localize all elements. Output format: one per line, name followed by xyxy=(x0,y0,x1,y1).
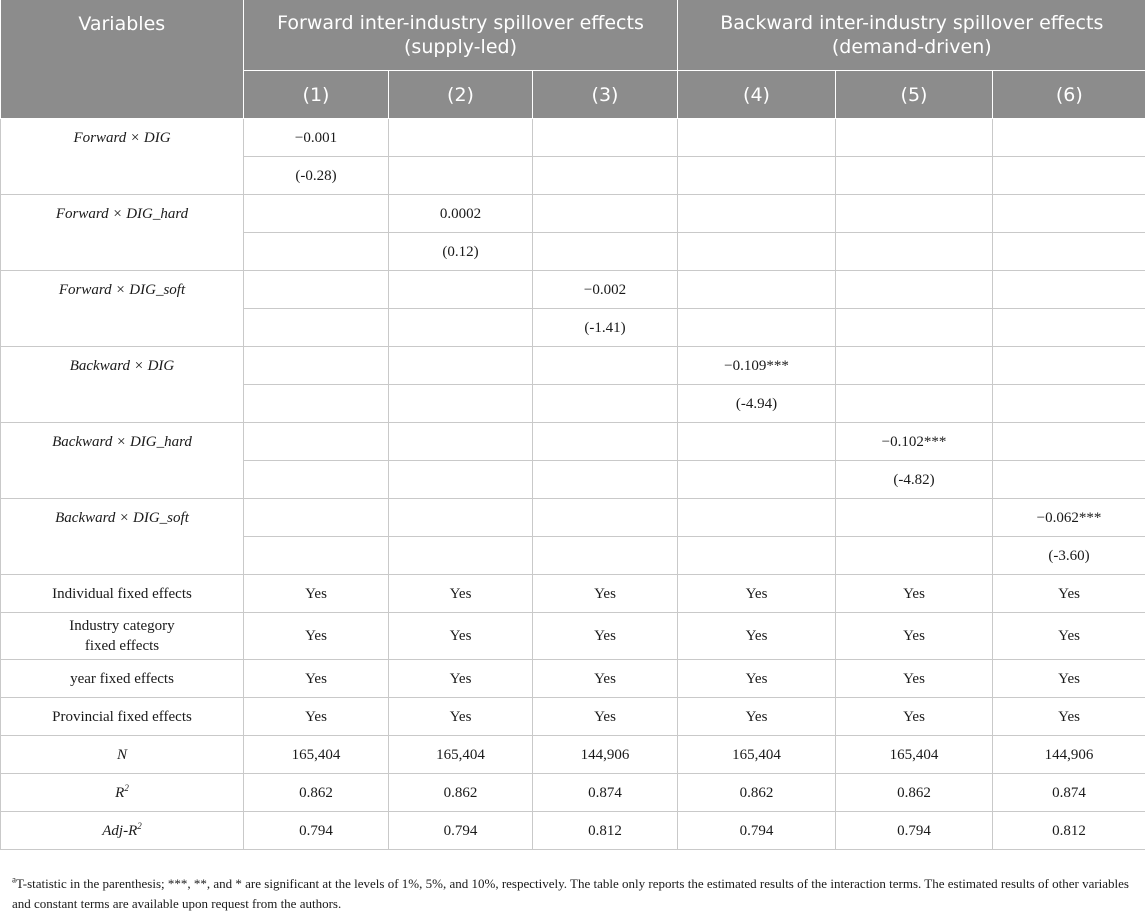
forward-group-title: Forward inter-industry spillover effects xyxy=(277,12,644,34)
fixed-effects-cell: Yes xyxy=(244,613,389,660)
statistic-cell: 0.874 xyxy=(993,774,1145,812)
tstat-cell xyxy=(836,309,993,347)
variable-label: Forward × DIG_hard xyxy=(1,195,244,271)
variable-label: Backward × DIG_hard xyxy=(1,423,244,499)
coefficient-cell xyxy=(389,499,533,537)
coefficient-cell xyxy=(678,499,836,537)
coefficient-cell xyxy=(533,499,678,537)
fixed-effects-cell: Yes xyxy=(389,613,533,660)
statistic-cell: 0.794 xyxy=(244,812,389,850)
coefficient-row xyxy=(1,499,1145,537)
statistic-label-text: N xyxy=(116,746,127,763)
statistic-cell: 144,906 xyxy=(993,736,1145,774)
fixed-effects-cell: Yes xyxy=(244,698,389,736)
tstat-cell xyxy=(993,233,1145,271)
tstat-cell xyxy=(244,537,389,575)
coefficient-cell xyxy=(533,195,678,233)
statistic-label-text: R xyxy=(115,784,125,801)
backward-group-subtitle: (demand-driven) xyxy=(831,36,992,58)
coefficient-cell xyxy=(244,423,389,461)
tstat-cell xyxy=(993,385,1145,423)
tstat-cell xyxy=(836,537,993,575)
fixed-effects-cell: Yes xyxy=(389,660,533,698)
tstat-cell xyxy=(836,385,993,423)
coefficient-cell xyxy=(533,423,678,461)
column-header: (2) xyxy=(389,71,533,119)
coefficient-cell: −0.002 xyxy=(533,271,678,309)
fixed-effects-cell: Yes xyxy=(244,575,389,613)
fixed-effects-row xyxy=(1,698,1145,736)
statistic-cell: 0.862 xyxy=(389,774,533,812)
fixed-effects-cell: Yes xyxy=(993,660,1145,698)
footnote-text: T-statistic in the parenthesis; ***, **, and * are significant at the levels of 1%, 5%, and 10%, respectively. The table only reports the estimated results of the interaction terms. The estimated results of other variables and constant terms are available upon request from the authors. xyxy=(12,876,1129,911)
statistic-cell: 0.862 xyxy=(244,774,389,812)
coefficient-cell: −0.102*** xyxy=(836,423,993,461)
tstat-cell xyxy=(993,309,1145,347)
statistic-row xyxy=(1,736,1145,774)
statistic-cell: 0.874 xyxy=(533,774,678,812)
backward-group-title: Backward inter-industry spillover effects xyxy=(720,12,1104,34)
coefficient-cell xyxy=(836,271,993,309)
fixed-effects-cell: Yes xyxy=(533,575,678,613)
coefficient-cell xyxy=(678,271,836,309)
fixed-effects-cell: Yes xyxy=(993,575,1145,613)
fixed-effects-cell: Yes xyxy=(678,660,836,698)
statistic-label-superscript: 2 xyxy=(124,782,129,793)
coefficient-cell xyxy=(993,119,1145,157)
backward-group-header xyxy=(678,0,1145,71)
fixed-effects-cell: Yes xyxy=(993,613,1145,660)
column-header: (6) xyxy=(993,71,1145,119)
tstat-cell: (-4.94) xyxy=(678,385,836,423)
coefficient-row xyxy=(1,119,1145,157)
coefficient-row xyxy=(1,271,1145,309)
fixed-effects-cell: Yes xyxy=(533,698,678,736)
variables-header: Variables xyxy=(1,0,244,119)
fixed-effects-cell: Yes xyxy=(244,660,389,698)
coefficient-cell xyxy=(993,271,1145,309)
statistic-cell: 0.794 xyxy=(678,812,836,850)
statistic-cell: 0.862 xyxy=(836,774,993,812)
tstat-cell xyxy=(389,385,533,423)
fixed-effects-cell: Yes xyxy=(678,575,836,613)
statistic-label-text: Adj-R xyxy=(102,822,138,839)
tstat-cell: (-4.82) xyxy=(836,461,993,499)
statistic-row xyxy=(1,774,1145,812)
coefficient-cell xyxy=(993,423,1145,461)
fixed-effects-row xyxy=(1,660,1145,698)
tstat-cell xyxy=(678,537,836,575)
fixed-effects-cell: Yes xyxy=(993,698,1145,736)
fixed-effects-label-line: Industry category xyxy=(69,618,175,634)
statistic-cell: 165,404 xyxy=(389,736,533,774)
footnote-marker: a xyxy=(12,874,16,885)
tstat-cell xyxy=(836,157,993,195)
tstat-cell xyxy=(389,537,533,575)
fixed-effects-cell: Yes xyxy=(836,698,993,736)
statistic-cell: 0.812 xyxy=(533,812,678,850)
tstat-cell xyxy=(678,157,836,195)
coefficient-cell xyxy=(389,271,533,309)
coefficient-cell xyxy=(244,499,389,537)
tstat-cell xyxy=(389,461,533,499)
coefficient-cell xyxy=(836,347,993,385)
column-header: (4) xyxy=(678,71,836,119)
coefficient-cell: −0.062*** xyxy=(993,499,1145,537)
coefficient-cell xyxy=(389,119,533,157)
fixed-effects-cell: Yes xyxy=(836,575,993,613)
fixed-effects-label: Individual fixed effects xyxy=(1,575,244,613)
fixed-effects-label: Provincial fixed effects xyxy=(1,698,244,736)
tstat-cell xyxy=(533,461,678,499)
fixed-effects-row xyxy=(1,575,1145,613)
tstat-cell xyxy=(678,461,836,499)
statistic-cell: 0.794 xyxy=(836,812,993,850)
tstat-cell: (0.12) xyxy=(389,233,533,271)
tstat-cell xyxy=(678,233,836,271)
coefficient-cell xyxy=(533,119,678,157)
fixed-effects-cell: Yes xyxy=(836,660,993,698)
coefficient-cell xyxy=(533,347,678,385)
tstat-cell xyxy=(244,385,389,423)
coefficient-cell xyxy=(678,195,836,233)
tstat-cell xyxy=(244,233,389,271)
fixed-effects-label xyxy=(1,613,244,660)
variable-label: Forward × DIG_soft xyxy=(1,271,244,347)
coefficient-row xyxy=(1,423,1145,461)
statistic-cell: 0.794 xyxy=(389,812,533,850)
coefficient-cell xyxy=(993,195,1145,233)
coefficient-cell: −0.001 xyxy=(244,119,389,157)
column-header: (3) xyxy=(533,71,678,119)
fixed-effects-label: year fixed effects xyxy=(1,660,244,698)
tstat-cell xyxy=(533,385,678,423)
statistic-cell: 165,404 xyxy=(244,736,389,774)
statistic-cell: 165,404 xyxy=(836,736,993,774)
tstat-cell xyxy=(993,461,1145,499)
coefficient-cell xyxy=(678,423,836,461)
coefficient-cell xyxy=(836,195,993,233)
coefficient-cell: −0.109*** xyxy=(678,347,836,385)
coefficient-cell xyxy=(836,499,993,537)
tstat-cell: (-1.41) xyxy=(533,309,678,347)
tstat-cell xyxy=(389,157,533,195)
fixed-effects-cell: Yes xyxy=(678,613,836,660)
coefficient-row xyxy=(1,195,1145,233)
statistic-cell: 144,906 xyxy=(533,736,678,774)
coefficient-cell xyxy=(244,271,389,309)
forward-group-header xyxy=(244,0,678,71)
coefficient-row xyxy=(1,347,1145,385)
coefficient-cell: 0.0002 xyxy=(389,195,533,233)
statistic-cell: 165,404 xyxy=(678,736,836,774)
column-header: (1) xyxy=(244,71,389,119)
coefficient-cell xyxy=(993,347,1145,385)
tstat-cell xyxy=(993,157,1145,195)
statistic-label xyxy=(1,812,244,850)
fixed-effects-label-line: fixed effects xyxy=(84,638,160,654)
table-body xyxy=(1,119,1145,850)
tstat-cell xyxy=(244,309,389,347)
fixed-effects-cell: Yes xyxy=(533,613,678,660)
tstat-cell xyxy=(678,309,836,347)
statistic-label-superscript: 2 xyxy=(137,820,142,831)
coefficient-cell xyxy=(389,347,533,385)
fixed-effects-cell: Yes xyxy=(389,698,533,736)
coefficient-cell xyxy=(389,423,533,461)
coefficient-cell xyxy=(836,119,993,157)
fixed-effects-cell: Yes xyxy=(678,698,836,736)
statistic-row xyxy=(1,812,1145,850)
statistic-cell: 0.862 xyxy=(678,774,836,812)
fixed-effects-row xyxy=(1,613,1145,660)
tstat-cell xyxy=(389,309,533,347)
tstat-cell xyxy=(533,157,678,195)
fixed-effects-cell: Yes xyxy=(389,575,533,613)
tstat-cell: (-0.28) xyxy=(244,157,389,195)
statistic-cell: 0.812 xyxy=(993,812,1145,850)
statistic-label xyxy=(1,774,244,812)
tstat-cell xyxy=(533,537,678,575)
fixed-effects-cell: Yes xyxy=(836,613,993,660)
tstat-cell xyxy=(836,233,993,271)
tstat-cell xyxy=(533,233,678,271)
coefficient-cell xyxy=(244,195,389,233)
table-footnote xyxy=(12,874,1137,914)
tstat-cell: (-3.60) xyxy=(993,537,1145,575)
column-header: (5) xyxy=(836,71,993,119)
forward-group-subtitle: (supply-led) xyxy=(404,36,517,58)
coefficient-cell xyxy=(244,347,389,385)
statistic-label xyxy=(1,736,244,774)
fixed-effects-cell: Yes xyxy=(533,660,678,698)
tstat-cell xyxy=(244,461,389,499)
coefficient-cell xyxy=(678,119,836,157)
variable-label: Backward × DIG_soft xyxy=(1,499,244,575)
variable-label: Forward × DIG xyxy=(1,119,244,195)
variable-label: Backward × DIG xyxy=(1,347,244,423)
